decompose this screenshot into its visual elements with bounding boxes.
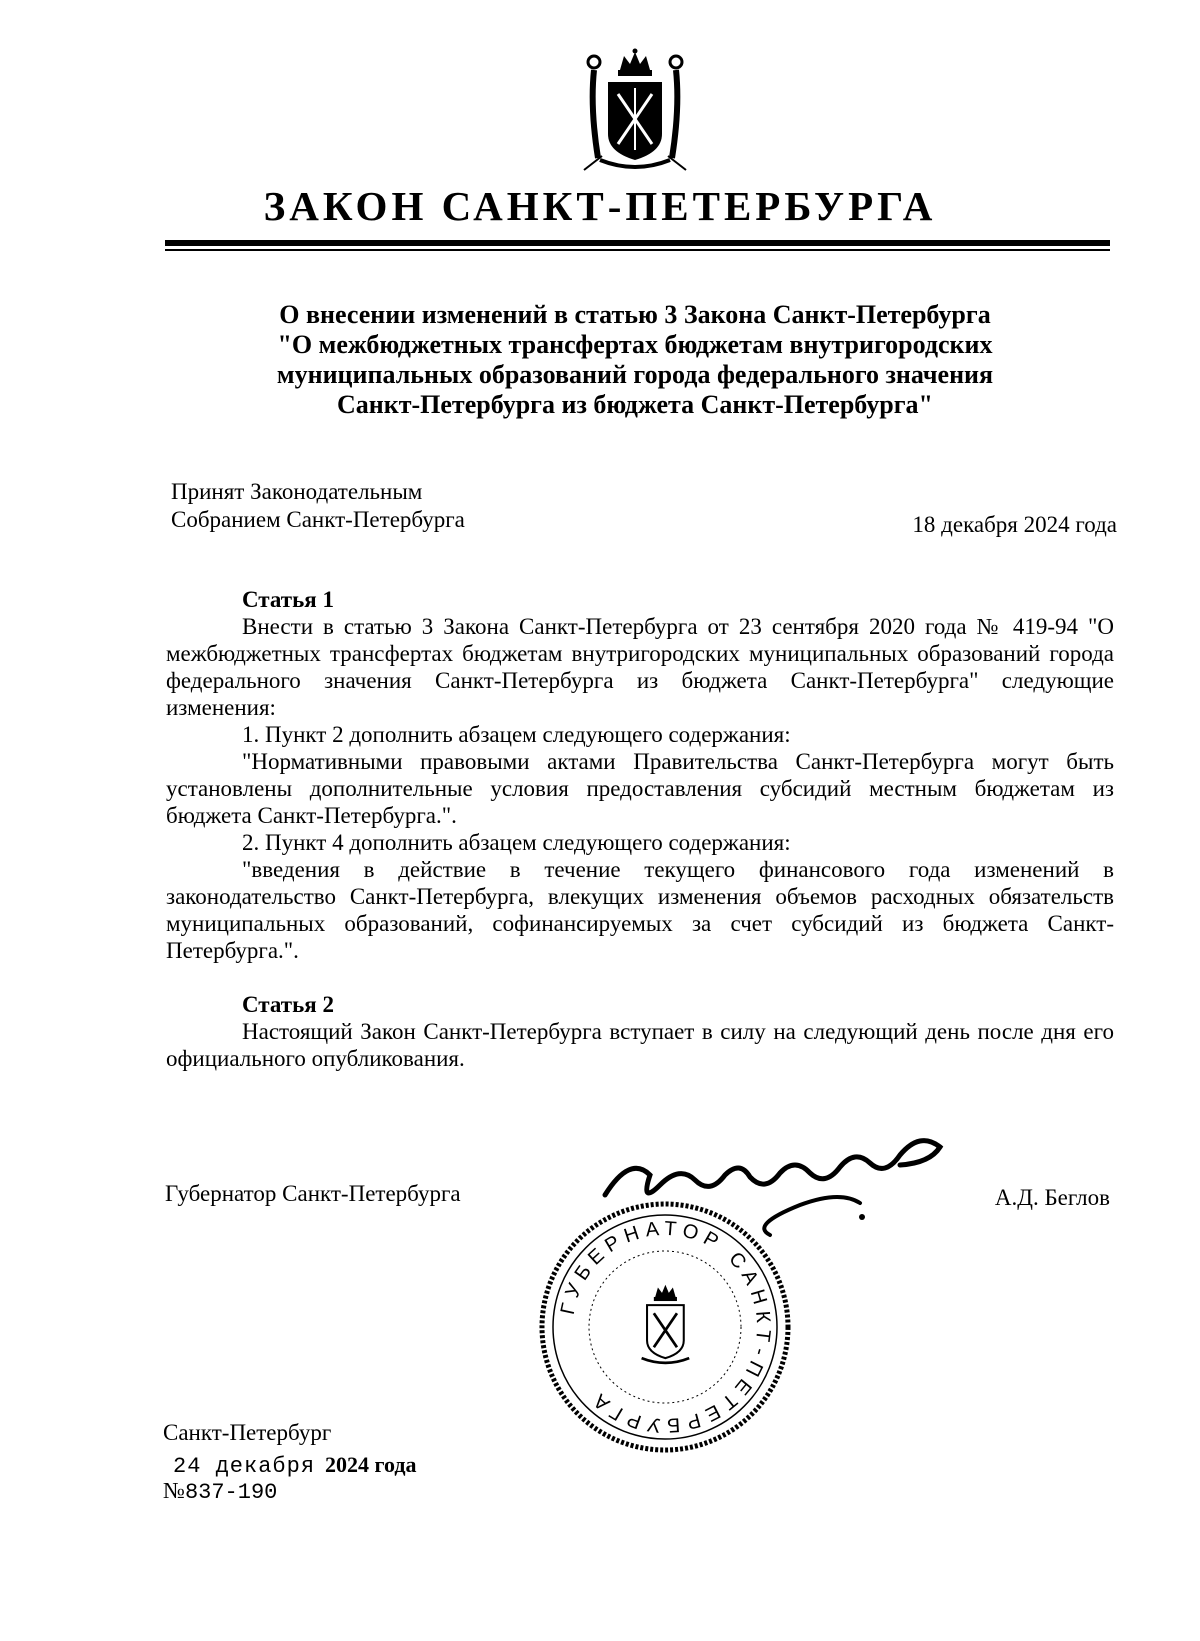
adoption-line: Собранием Санкт-Петербурга bbox=[171, 507, 465, 532]
signatory-position: Губернатор Санкт-Петербурга bbox=[165, 1181, 461, 1206]
article-heading: Статья 1 bbox=[242, 587, 334, 612]
subtitle-line: муниципальных образований города федерального значения bbox=[276, 360, 994, 389]
article-paragraph: "введения в действие в течение текущего финансового года изменений в законодательство Санкт-Петербурга, влекущих изменения объемов расходных обязательств муниципальных образований, софинансируемых за счет субсидий из бюджета Санкт-Петербурга.". bbox=[166, 857, 1114, 963]
article-paragraph: "Нормативными правовыми актами Правительства Санкт-Петербурга могут быть установлены дополнительные условия предоставления субсидий местным бюджетам из бюджета Санкт-Петербурга.". bbox=[166, 749, 1114, 828]
document-title: ЗАКОН САНКТ-ПЕТЕРБУРГА bbox=[263, 183, 937, 229]
subtitle-line: О внесении изменений в статью 3 Закона Санкт-Петербурга bbox=[279, 300, 991, 329]
law-number bbox=[163, 1477, 277, 1507]
article-paragraph: Настоящий Закон Санкт-Петербурга вступает в силу на следующий день после дня его официального опубликования. bbox=[166, 1019, 1114, 1071]
adoption-statement bbox=[171, 478, 465, 534]
article-1 bbox=[166, 586, 1114, 964]
article-paragraph: Внести в статью 3 Закона Санкт-Петербурга от 23 сентября 2020 года № 419-94 "О межбюджетных трансфертах бюджетам внутригородских муниципальных образований города федерального значения Санкт-Петербурга из бюджета Санкт-Петербурга" следующие изменения: bbox=[166, 614, 1114, 720]
article-paragraph: 2. Пункт 4 дополнить абзацем следующего содержания: bbox=[242, 830, 791, 855]
adoption-line: Принят Законодательным bbox=[171, 479, 423, 504]
law-number-prefix: № bbox=[163, 1478, 185, 1503]
handwritten-signature bbox=[600, 1135, 980, 1245]
seal-text bbox=[557, 1218, 775, 1437]
title-rule-thin bbox=[165, 249, 1110, 251]
coat-of-arms-emblem bbox=[580, 48, 690, 174]
law-number-value: 837-190 bbox=[184, 1480, 278, 1505]
signing-date-year: 2024 года bbox=[325, 1452, 417, 1477]
signing-date-typed: 24 декабря bbox=[173, 1454, 316, 1479]
subtitle-line: "О межбюджетных трансфертах бюджетам внутригородских bbox=[277, 330, 993, 359]
title-rule-thick bbox=[165, 240, 1110, 246]
signatory-name: А.Д. Беглов bbox=[994, 1185, 1110, 1210]
adoption-date: 18 декабря 2024 года bbox=[912, 512, 1117, 537]
article-2 bbox=[166, 991, 1114, 1072]
seal-text-path: ГУБЕРНАТОР САНКТ-ПЕТЕРБУРГА bbox=[556, 1217, 775, 1437]
subtitle-line: Санкт-Петербурга из бюджета Санкт-Петербурга" bbox=[337, 390, 933, 419]
article-paragraph: 1. Пункт 2 дополнить абзацем следующего содержания: bbox=[242, 722, 791, 747]
law-subtitle bbox=[200, 300, 1070, 420]
signing-place: Санкт-Петербург bbox=[163, 1420, 332, 1445]
article-heading: Статья 2 bbox=[242, 992, 334, 1017]
